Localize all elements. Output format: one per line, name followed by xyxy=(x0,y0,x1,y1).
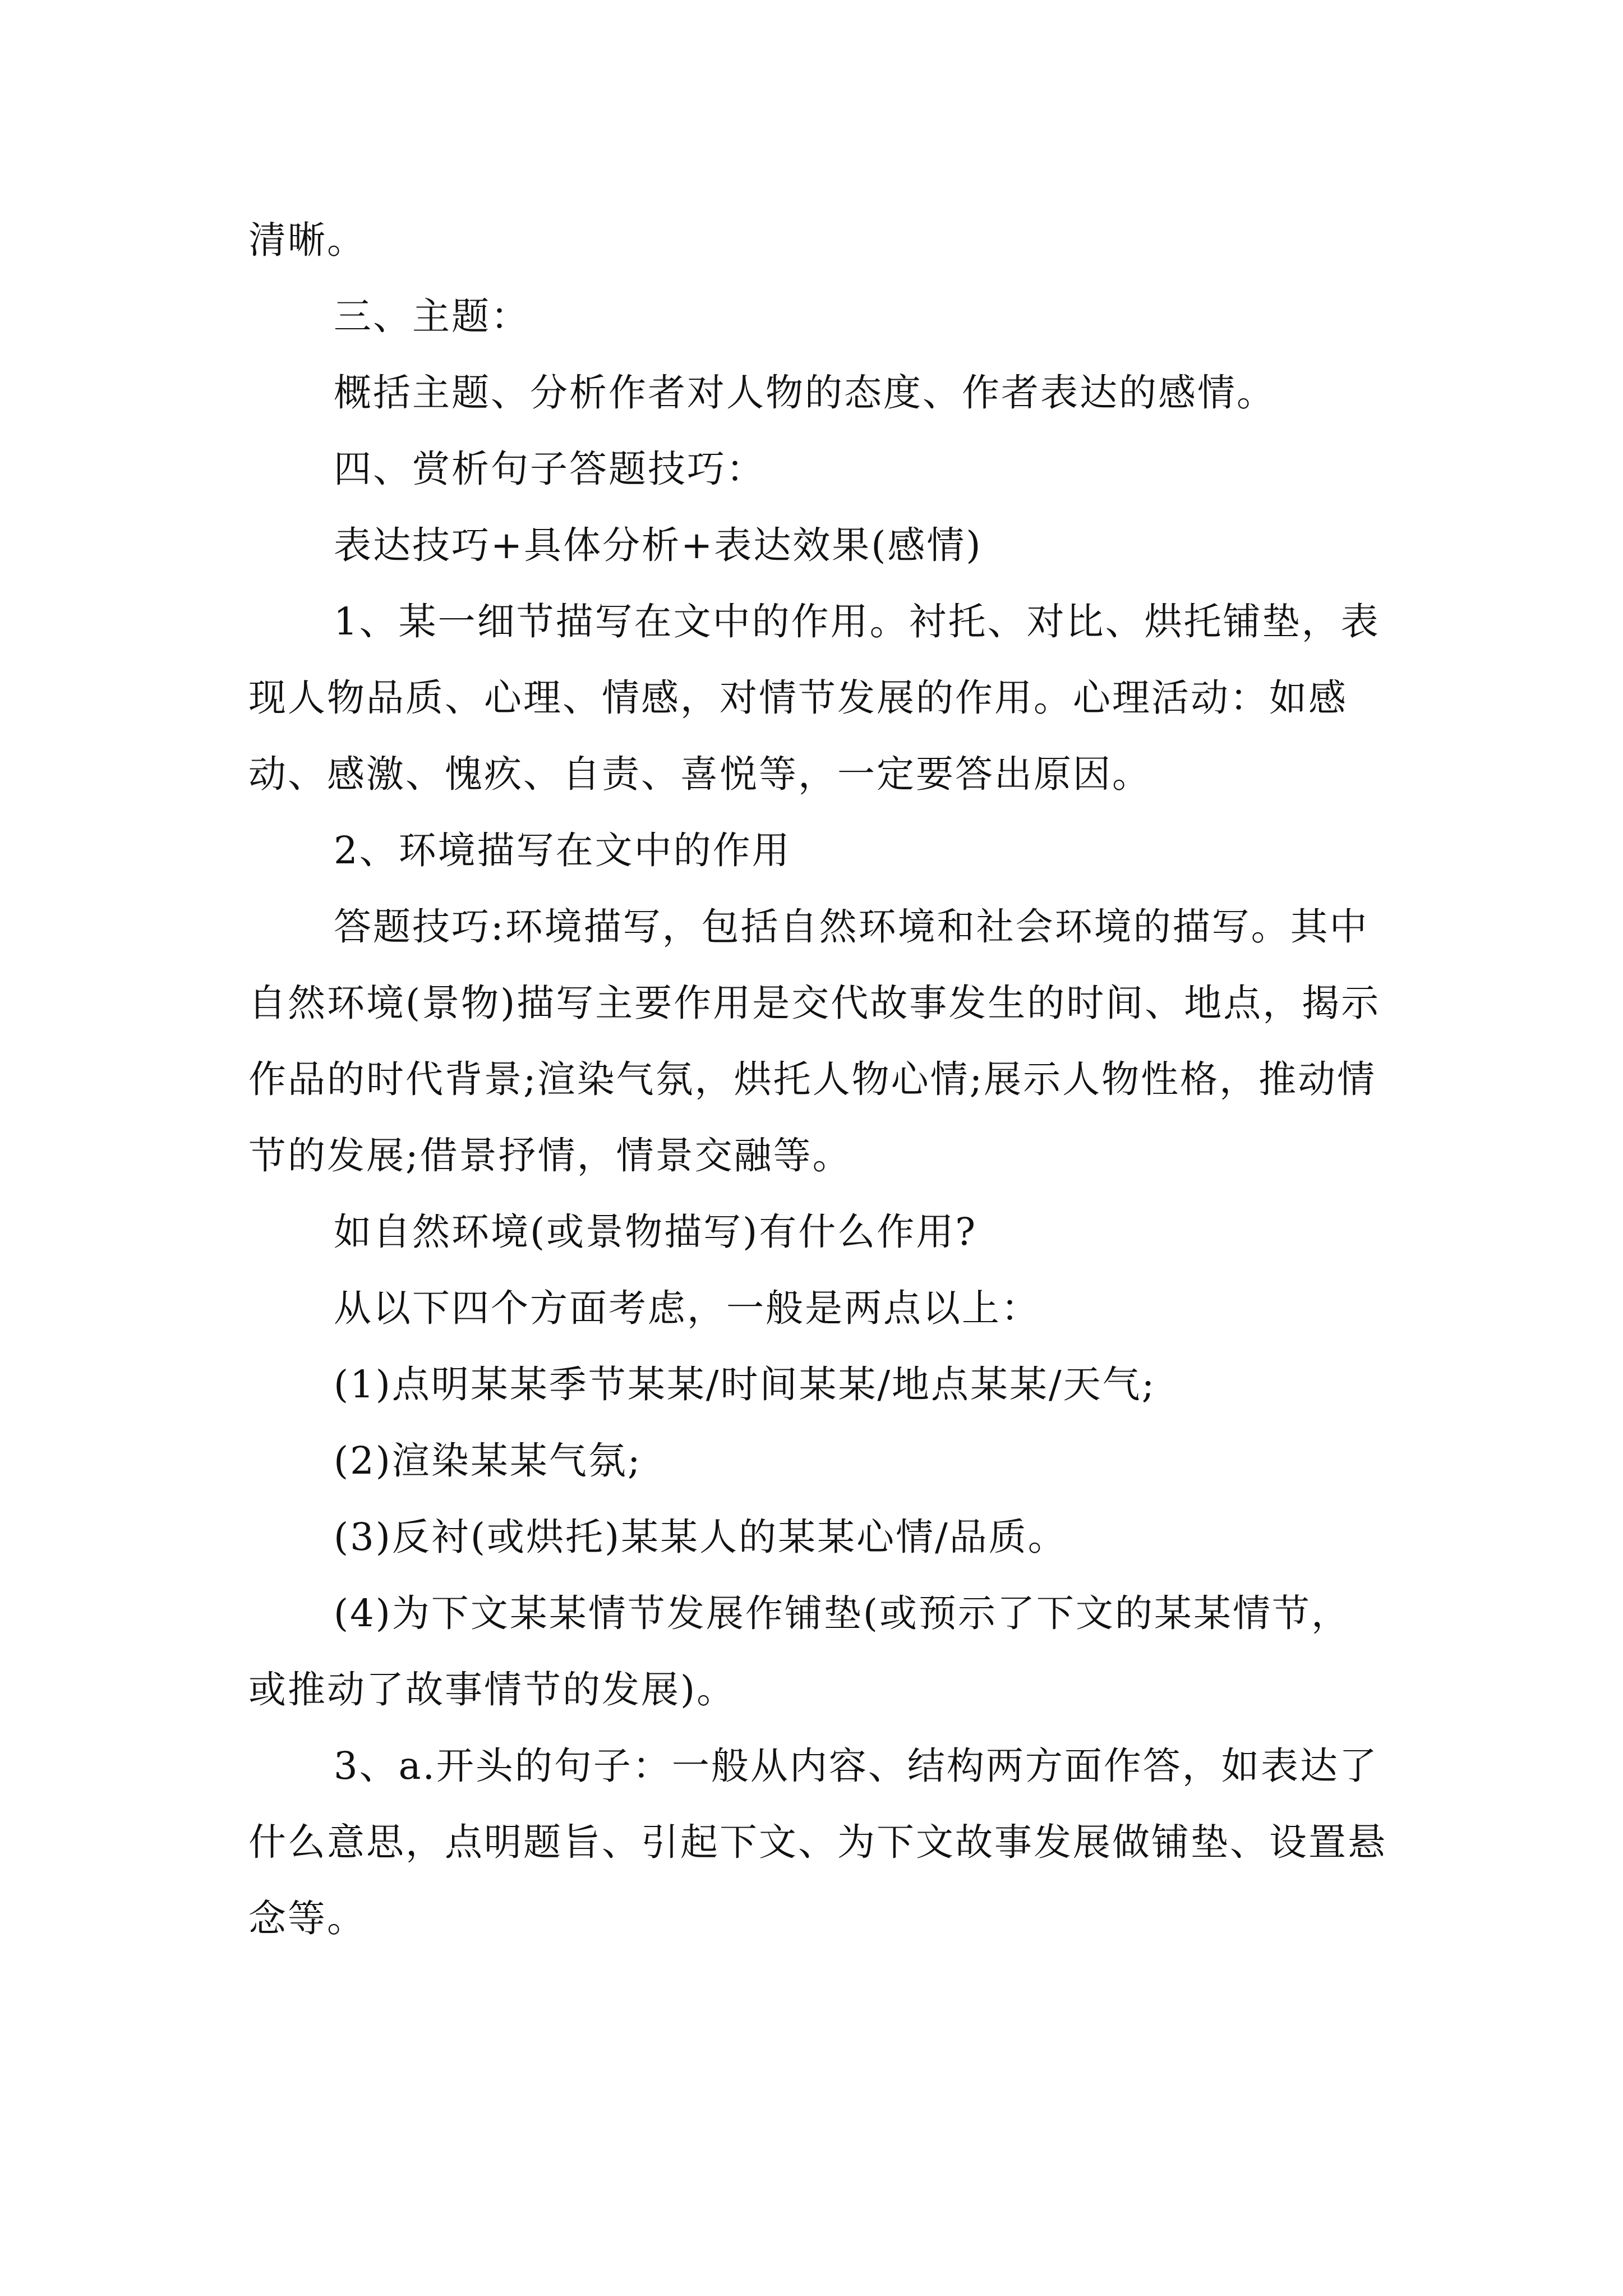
paragraph-detail-description: 1、某一细节描写在文中的作用。衬托、对比、烘托铺垫，表现人物品质、心理、情感，对情节发展的作用。心理活动：如感动、感激、愧疚、自责、喜悦等，一定要答出原因。 xyxy=(248,600,1380,796)
list-item-3: (3)反衬(或烘托)某某人的某某心情/品质。 xyxy=(334,1515,1067,1559)
list-item-4: (4)为下文某某情节发展作铺垫(或预示了下文的某某情节，或推动了故事情节的发展)。 xyxy=(248,1591,1351,1711)
list-item-2: (2)渲染某某气氛; xyxy=(334,1439,642,1483)
paragraph-continuation: 清晰。 xyxy=(248,218,366,262)
paragraph-four-aspects: 从以下四个方面考虑，一般是两点以上： xyxy=(334,1286,1040,1330)
paragraph-formula: 表达技巧+具体分析+表达效果(感情) xyxy=(334,523,983,567)
paragraph-opening-sentence: 3、a.开头的句子：一般从内容、结构两方面作答，如表达了什么意思，点明题旨、引起下文、为下文故事发展做铺垫、设置悬念等。 xyxy=(248,1744,1387,1940)
heading-environment-description: 2、环境描写在文中的作用 xyxy=(334,829,791,872)
paragraph-question: 如自然环境(或景物描写)有什么作用? xyxy=(334,1210,978,1254)
document-body xyxy=(248,202,1387,1957)
heading-theme: 三、主题： xyxy=(334,295,530,338)
list-item-1: (1)点明某某季节某某/时间某某/地点某某/天气; xyxy=(334,1363,1156,1406)
paragraph-theme: 概括主题、分析作者对人物的态度、作者表达的感情。 xyxy=(334,371,1276,415)
paragraph-answer-tips: 答题技巧:环境描写，包括自然环境和社会环境的描写。其中自然环境(景物)描写主要作用是交代故事发生的时间、地点，揭示作品的时代背景;渲染气氛，烘托人物心情;展示人物性格，推动情节的发展;借景抒情，情景交融等。 xyxy=(248,905,1381,1177)
heading-sentence-analysis: 四、赏析句子答题技巧： xyxy=(334,447,766,491)
